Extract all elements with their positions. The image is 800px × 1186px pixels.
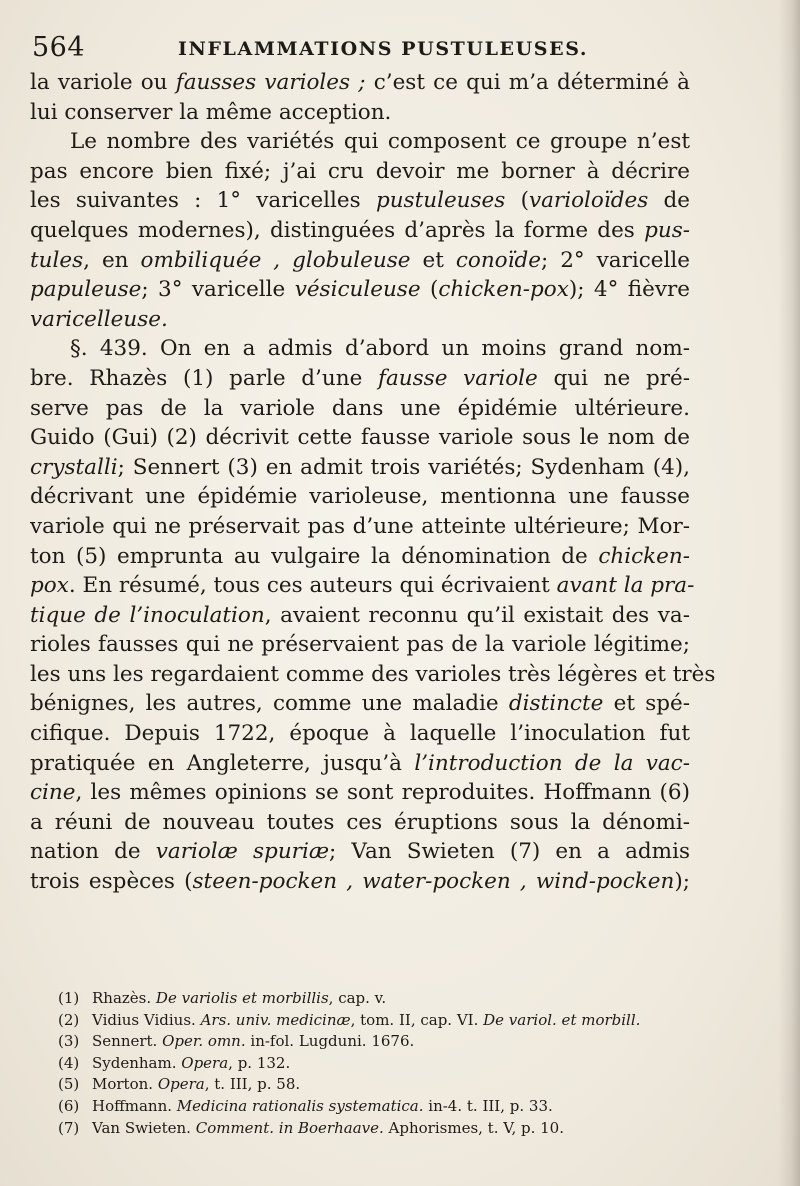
footnote-number: (5) <box>58 1075 80 1094</box>
text-run: , en <box>83 247 141 273</box>
italic-text: pus- <box>644 217 690 243</box>
footnote <box>58 1010 718 1032</box>
italic-text: tique de l’inoculation <box>30 602 265 628</box>
text-run: Vidius Vidius. <box>92 1010 201 1029</box>
footnote-number: (2) <box>58 1010 80 1029</box>
italic-text: crystalli <box>30 454 118 480</box>
text-line <box>30 394 690 424</box>
text-run: bre. Rhazès (1) parle d’une <box>30 365 378 391</box>
footnote-number: (1) <box>58 989 80 1007</box>
text-run: Sydenham. <box>92 1053 182 1072</box>
text-run: Hoffmann. <box>92 1096 177 1115</box>
text-run: , avaient reconnu qu’il existait des va- <box>264 602 690 628</box>
text-run: ); 4° fièvre <box>568 277 690 303</box>
text-run: Guido (Gui) (2) décrivit cette fausse variole sous le nom de <box>30 425 690 451</box>
italic-text: Opera <box>181 1053 229 1072</box>
italic-text: conoïde <box>455 247 541 273</box>
text-run: in-fol. Lugduni. 1676. <box>245 1032 415 1051</box>
italic-text: chicken-pox <box>438 277 569 303</box>
footnote <box>58 1096 718 1118</box>
text-run: Aphorismes, t. V, p. 10. <box>383 1118 564 1137</box>
text-line <box>30 808 690 838</box>
text-run: variole qui ne préservait pas d’une atteinte ultérieure; Mor- <box>30 513 690 539</box>
italic-text: De variolis et morbillis <box>155 989 329 1007</box>
text-run: les suivantes : 1° varicelles <box>30 188 376 214</box>
text-run: cifique. Depuis 1722, époque à laquelle l’inoculation fut <box>30 721 690 747</box>
text-line <box>30 423 690 453</box>
text-line <box>30 246 690 276</box>
main-text <box>30 68 716 897</box>
text-line <box>30 512 690 542</box>
text-run: c’est ce qui m’a déterminé à <box>365 70 691 95</box>
footnote-number: (7) <box>58 1118 80 1137</box>
page-number: 564 <box>32 32 86 63</box>
italic-text: chicken- <box>598 543 690 569</box>
footnote <box>58 1118 718 1140</box>
text-line <box>30 571 695 601</box>
italic-text: varioloïdes <box>528 188 649 214</box>
text-run: et spé- <box>603 691 690 717</box>
footnote-number: (3) <box>58 1032 80 1051</box>
italic-text: variolæ spuriæ <box>155 839 330 865</box>
text-line <box>30 157 690 187</box>
italic-text: fausses varioles ; <box>175 70 366 95</box>
text-run: a réuni de nouveau toutes ces éruptions sous la dénomi- <box>30 809 690 835</box>
text-run: pratiquée en Angleterre, jusqu’à <box>30 750 415 776</box>
footnote <box>58 1074 718 1096</box>
text-run: , tom. II, cap. VI. <box>350 1010 484 1029</box>
italic-text: tules <box>30 247 84 273</box>
text-run: ); <box>674 869 690 895</box>
text-line <box>30 98 690 128</box>
text-run: Sennert. <box>92 1032 163 1051</box>
text-line <box>30 542 690 572</box>
text-run: ; 2° varicelle <box>540 247 690 273</box>
text-line <box>30 364 690 394</box>
italic-text: pustuleuses <box>375 188 506 214</box>
text-run: trois espèces ( <box>30 869 193 895</box>
italic-text: l’introduction de la vac- <box>414 750 690 776</box>
text-line <box>30 837 690 867</box>
text-line <box>30 749 690 779</box>
text-line <box>30 216 690 246</box>
text-run: bénignes, les autres, comme une maladie <box>30 691 509 717</box>
italic-text: Medicina rationalis systematica. <box>176 1096 424 1115</box>
text-line <box>30 601 690 631</box>
text-run: , p. 132. <box>228 1053 291 1072</box>
text-run: décrivant une épidémie varioleuse, mentionna une fausse <box>30 484 690 510</box>
italic-text: cine <box>30 780 76 806</box>
italic-text: Opera <box>157 1075 205 1094</box>
footnotes <box>58 988 718 1139</box>
footnote-number: (6) <box>58 1096 80 1115</box>
text-run: Van Swieten. <box>92 1118 196 1137</box>
italic-text: avant la pra- <box>556 573 695 599</box>
text-run: ( <box>420 277 439 303</box>
text-run: ton (5) emprunta au vulgaire la dénomination de <box>30 543 599 569</box>
text-run: ; Sennert (3) en admit trois variétés; Sydenham (4), <box>117 454 690 480</box>
italic-text: De variol. et morbill. <box>483 1010 641 1029</box>
text-run: . En résumé, tous ces auteurs qui écrivaient <box>68 573 557 599</box>
footnote <box>58 1031 718 1053</box>
text-run: Le nombre des variétés qui composent ce groupe n’est <box>70 129 690 155</box>
text-run: ; Van Swieten (7) en a admis <box>329 839 690 865</box>
footnote <box>58 1053 718 1075</box>
page-header <box>30 28 710 70</box>
text-run: Morton. <box>92 1075 158 1094</box>
text-line <box>30 689 690 719</box>
text-line <box>30 127 690 157</box>
italic-text: papuleuse <box>30 277 142 303</box>
text-run: la variole ou <box>30 70 176 95</box>
italic-text: steen-pocken , water-pocken , wind-pocken <box>192 869 675 895</box>
text-line <box>30 275 690 305</box>
text-line <box>30 305 690 335</box>
italic-text: pox <box>30 573 69 599</box>
text-line <box>30 68 690 98</box>
text-run: lui conserver la même acception. <box>30 99 392 125</box>
text-line <box>30 186 690 216</box>
text-run: serve pas de la variole dans une épidémie ultérieure. <box>30 395 690 421</box>
text-run: et <box>410 247 456 273</box>
text-line <box>30 719 690 749</box>
text-run: ( <box>505 188 529 214</box>
text-run: pas encore bien fixé; j’ai cru devoir me borner à décrire <box>30 158 690 184</box>
text-run: de <box>648 188 690 214</box>
text-run: rioles fausses qui ne préservaient pas de la variole légitime; <box>30 632 690 658</box>
text-run: qui ne pré- <box>537 365 690 391</box>
text-line <box>30 482 690 512</box>
text-line <box>30 453 690 483</box>
italic-text: ombiliquée , globuleuse <box>140 247 411 273</box>
text-run: nation de <box>30 839 156 865</box>
text-run: §. 439. On en a admis d’abord un moins grand nom- <box>70 336 690 362</box>
text-run: ; 3° varicelle <box>141 277 295 303</box>
running-head: INFLAMMATIONS PUSTULEUSES. <box>178 38 589 60</box>
text-line <box>30 867 690 897</box>
italic-text: distincte <box>508 691 604 717</box>
footnote-number: (4) <box>58 1053 80 1072</box>
footnote <box>58 988 718 1010</box>
page-gutter-shadow <box>778 0 800 1186</box>
italic-text: Comment. in Boerhaave. <box>195 1118 384 1137</box>
italic-text: vésiculeuse <box>294 277 421 303</box>
text-line <box>30 660 716 690</box>
italic-text: Oper. omn. <box>162 1032 246 1051</box>
text-run: , cap. v. <box>328 989 387 1007</box>
italic-text: Ars. univ. medicinæ <box>200 1010 351 1029</box>
text-line <box>30 630 690 660</box>
text-run: Rhazès. <box>92 989 156 1007</box>
text-line <box>30 778 690 808</box>
italic-text: fausse variole <box>378 365 538 391</box>
text-run: , les mêmes opinions se sont reproduites. Hoffmann (6) <box>75 780 690 806</box>
text-run: quelques modernes), distinguées d’après la forme des <box>30 217 645 243</box>
text-run: in-4. t. III, p. 33. <box>423 1096 553 1115</box>
text-line <box>30 334 690 364</box>
text-run: , t. III, p. 58. <box>204 1075 301 1094</box>
italic-text: varicelleuse. <box>30 306 168 332</box>
text-run: les uns les regardaient comme des varioles très légères et très <box>30 661 716 687</box>
